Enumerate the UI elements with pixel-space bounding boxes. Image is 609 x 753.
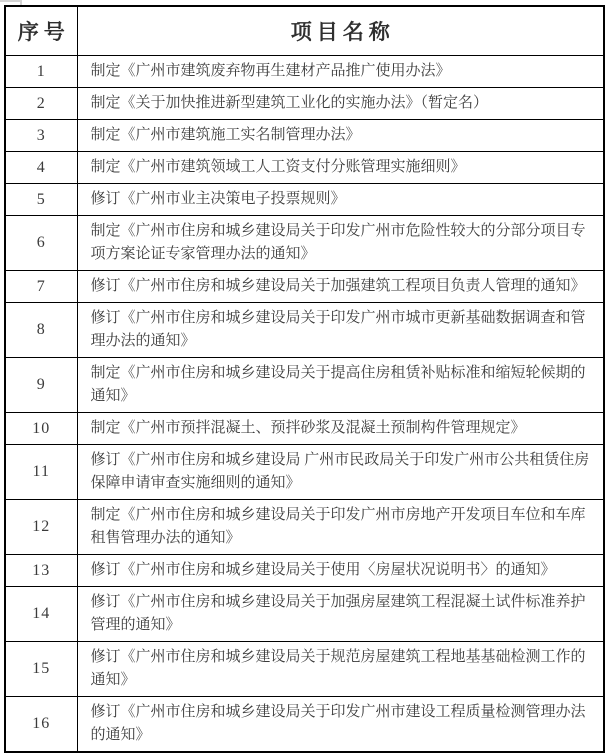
table-row xyxy=(5,120,604,152)
table-row xyxy=(5,184,604,216)
header-serial-number: 序号 xyxy=(5,6,77,56)
serial-number-cell: 12 xyxy=(5,500,77,555)
header-project-name: 项目名称 xyxy=(77,6,604,56)
serial-number-cell: 6 xyxy=(5,216,77,271)
table-row xyxy=(5,56,604,88)
serial-number-cell: 7 xyxy=(5,271,77,303)
table-row xyxy=(5,88,604,120)
project-name-cell: 制定《关于加快推进新型建筑工业化的实施办法》（暂定名） xyxy=(77,88,604,120)
table-row xyxy=(5,500,604,555)
project-name-cell: 修订《广州市住房和城乡建设局关于加强房屋建筑工程混凝土试件标准养护管理的通知》 xyxy=(77,587,604,642)
project-name-cell: 修订《广州市住房和城乡建设局关于印发广州市建设工程质量检测管理办法的通知》 xyxy=(77,697,604,753)
project-name-cell: 制定《广州市住房和城乡建设局关于印发广州市危险性较大的分部分项目专项方案论证专家管理办法的通知》 xyxy=(77,216,604,271)
table-row xyxy=(5,271,604,303)
project-name-cell: 制定《广州市住房和城乡建设局关于提高住房租赁补贴标准和缩短轮候期的通知》 xyxy=(77,358,604,413)
project-name-cell: 修订《广州市住房和城乡建设局关于规范房屋建筑工程地基基础检测工作的通知》 xyxy=(77,642,604,697)
serial-number-cell: 13 xyxy=(5,555,77,587)
project-name-cell: 制定《广州市建筑废弃物再生建材产品推广使用办法》 xyxy=(77,56,604,88)
serial-number-cell: 4 xyxy=(5,152,77,184)
serial-number-cell: 10 xyxy=(5,413,77,445)
serial-number-cell: 2 xyxy=(5,88,77,120)
project-name-cell: 修订《广州市业主决策电子投票规则》 xyxy=(77,184,604,216)
serial-number-cell: 5 xyxy=(5,184,77,216)
table-row xyxy=(5,216,604,271)
table-row xyxy=(5,642,604,697)
projects-table xyxy=(4,5,605,753)
table-header-row xyxy=(5,6,604,56)
serial-number-cell: 14 xyxy=(5,587,77,642)
table-row xyxy=(5,413,604,445)
table-row xyxy=(5,445,604,500)
serial-number-cell: 1 xyxy=(5,56,77,88)
project-name-cell: 修订《广州市住房和城乡建设局 广州市民政局关于印发广州市公共租赁住房保障申请审查实施细则的通知》 xyxy=(77,445,604,500)
project-name-cell: 修订《广州市住房和城乡建设局关于印发广州市城市更新基础数据调查和管理办法的通知》 xyxy=(77,303,604,358)
serial-number-cell: 16 xyxy=(5,697,77,753)
table-row xyxy=(5,555,604,587)
project-name-cell: 制定《广州市建筑领域工人工资支付分账管理实施细则》 xyxy=(77,152,604,184)
serial-number-cell: 9 xyxy=(5,358,77,413)
table-row xyxy=(5,587,604,642)
project-name-cell: 制定《广州市预拌混凝土、预拌砂浆及混凝土预制构件管理规定》 xyxy=(77,413,604,445)
project-name-cell: 修订《广州市住房和城乡建设局关于加强建筑工程项目负责人管理的通知》 xyxy=(77,271,604,303)
table-row xyxy=(5,303,604,358)
project-name-cell: 修订《广州市住房和城乡建设局关于使用〈房屋状况说明书〉的通知》 xyxy=(77,555,604,587)
serial-number-cell: 8 xyxy=(5,303,77,358)
serial-number-cell: 11 xyxy=(5,445,77,500)
table-row xyxy=(5,152,604,184)
project-name-cell: 制定《广州市住房和城乡建设局关于印发广州市房地产开发项目车位和车库租售管理办法的通知》 xyxy=(77,500,604,555)
serial-number-cell: 15 xyxy=(5,642,77,697)
table-row xyxy=(5,358,604,413)
project-name-cell: 制定《广州市建筑施工实名制管理办法》 xyxy=(77,120,604,152)
table-row xyxy=(5,697,604,753)
serial-number-cell: 3 xyxy=(5,120,77,152)
